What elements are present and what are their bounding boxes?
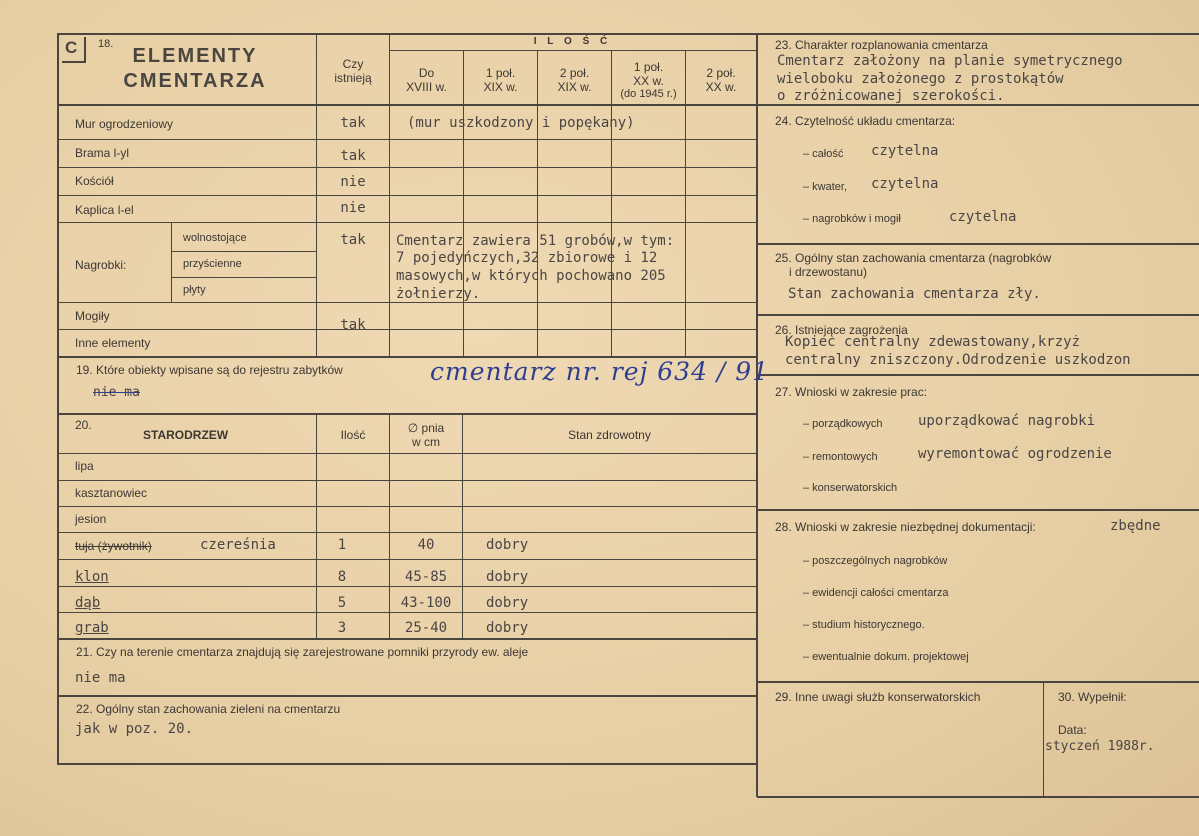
row-line: [57, 480, 757, 481]
tree-3-state: dobry: [486, 595, 529, 611]
s22-value: jak w poz. 20.: [75, 721, 194, 737]
nagrobki-wolnostojace: wolnostojące: [183, 232, 247, 244]
s27-bottom: [757, 509, 1199, 511]
s23-bottom: [757, 104, 1199, 106]
tree-1-name: czereśnia: [200, 537, 276, 553]
s27-item-2-value: wyremontować ogrodzenie: [918, 446, 1112, 462]
nagrobki-value: tak: [340, 232, 366, 248]
frame-bottom-right: [757, 796, 1199, 798]
s24-item-2-value: czytelna: [871, 176, 939, 192]
kosciol-value: nie: [340, 174, 366, 190]
s21-bottom: [57, 695, 757, 697]
czy-label: Czy: [342, 57, 364, 71]
s23-line-3: o zróżnicowanej szerokości.: [777, 88, 1005, 104]
s28-item-3: – studium historycznego.: [803, 619, 925, 631]
s24-label: 24. Czytelność układu cmentarza:: [775, 114, 956, 128]
tree-4-qty: 3: [337, 620, 347, 636]
col-2p19-l2: XIX w.: [557, 80, 592, 94]
s22-label: 22. Ogólny stan zachowania zieleni na cmentarzu: [76, 702, 341, 716]
tree-3-qty: 5: [337, 595, 347, 611]
row-mur: Mur ogrodzeniowy: [75, 117, 174, 131]
s30-date: styczeń 1988r.: [1045, 739, 1155, 754]
s27-item-1-value: uporządkować nagrobki: [918, 413, 1096, 429]
row-inne: Inne elementy: [75, 336, 151, 350]
frame-top: [57, 33, 1199, 35]
s28-label: 28. Wnioski w zakresie niezbędnej dokumentacji:: [775, 520, 1036, 534]
s20-ilosc-header: Ilość: [340, 428, 366, 442]
nagrobki-plyty: płyty: [183, 284, 206, 296]
s26-line-1: Kopiec centralny zdewastowany,krzyż: [785, 334, 1081, 350]
tree-3-name: dąb: [75, 595, 101, 611]
mur-value: tak: [340, 115, 366, 131]
row-line: [57, 612, 757, 613]
nagrobki-przyscienne: przyścienne: [183, 258, 242, 270]
col-1p20-l1: 1 poł.: [633, 60, 664, 74]
s26-bottom: [757, 374, 1199, 376]
s24-item-3-label: – nagrobków i mogił: [803, 213, 901, 225]
tree-1-state: dobry: [486, 537, 529, 553]
brama-value: tak: [340, 148, 366, 164]
tree-1-qty: 1: [337, 537, 347, 553]
s19-bottom: [57, 413, 757, 415]
s24-item-3-value: czytelna: [949, 209, 1017, 225]
s27-item-1-label: – porządkowych: [803, 418, 883, 430]
s20-title: STARODRZEW: [143, 428, 229, 442]
nagrobki-note-2: 7 pojedyńczych,32 zbiorowe i 12: [396, 250, 658, 266]
row-line: [171, 251, 317, 252]
tree-4-diam: 25-40: [404, 620, 448, 636]
s25-label-1: 25. Ogólny stan zachowania cmentarza (nagrobków: [775, 251, 1052, 265]
row-line: [57, 532, 757, 533]
s19-struck-value: nie ma: [93, 385, 140, 400]
col-2p19-l1: 2 poł.: [559, 66, 590, 80]
row-line: [57, 586, 757, 587]
tree-2-diam: 45-85: [404, 569, 448, 585]
s26-label: 26. Istniejące zagrożenia: [775, 323, 908, 337]
s27-item-2-label: – remontowych: [803, 451, 878, 463]
frame-bottom-left: [57, 763, 757, 765]
row-line: [57, 506, 757, 507]
s25-value: Stan zachowania cmentarza zły.: [788, 286, 1041, 302]
s23-line-1: Cmentarz założony na planie symetrycznego: [777, 53, 1123, 69]
col-1p20-l2: XX w.: [633, 74, 664, 88]
tree-kasztanowiec: kasztanowiec: [75, 486, 148, 500]
col-1p20-l3: (do 1945 r.): [620, 88, 677, 100]
tree-lipa: lipa: [75, 459, 94, 473]
mogily-value: tak: [340, 317, 366, 333]
row-line: [57, 302, 757, 303]
s28-value: zbędne: [1110, 518, 1161, 534]
s20-bottom: [57, 638, 757, 640]
s24-item-1-value: czytelna: [871, 143, 939, 159]
tree-2-name: klon: [75, 569, 109, 585]
s28-item-4: – ewentualnie dokum. projektowej: [803, 651, 969, 663]
frame-left: [57, 33, 59, 764]
mur-note: (mur uszkodzony i popękany): [407, 115, 635, 131]
istnieja-label: istnieją: [334, 71, 372, 85]
ilosc-underline: [389, 50, 756, 51]
col-do-l2: XVIII w.: [406, 80, 447, 94]
s20-col-stan: [462, 413, 463, 638]
s24-item-2-label: – kwater,: [803, 181, 848, 193]
col-2p20-l2: XX w.: [705, 80, 737, 94]
tree-4-state: dobry: [486, 620, 529, 636]
s26-line-2: centralny zniszczony.Odrodzenie uszkodzon: [785, 352, 1131, 368]
row-line: [57, 195, 757, 196]
row-line: [57, 559, 757, 560]
nagrobki-note-3: masowych,w których pochowano 205: [396, 268, 666, 284]
row-brama: Brama l-yl: [75, 146, 130, 160]
s25-bottom: [757, 314, 1199, 316]
c-letter: C: [65, 38, 78, 57]
s19-label: 19. Które obiekty wpisane są do rejestru zabytków: [76, 363, 343, 377]
s25-label-2: i drzewostanu): [789, 265, 868, 279]
row-kaplica: Kaplica l-el: [75, 203, 134, 217]
s21-value: nie ma: [75, 670, 126, 686]
s28-bottom: [757, 681, 1199, 683]
tree-2-state: dobry: [486, 569, 529, 585]
s29-s30-divider: [1043, 681, 1044, 797]
col-1p19-l1: 1 poł.: [485, 66, 516, 80]
col-2p20-l1: 2 poł.: [706, 66, 736, 80]
row-line: [57, 167, 757, 168]
s23-line-2: wieloboku założonego z prostokątów: [777, 71, 1064, 87]
s20-pnia-unit: w cm: [412, 435, 440, 449]
tree-2-qty: 8: [337, 569, 347, 585]
s20-stan-header: Stan zdrowotny: [568, 428, 651, 442]
s24-bottom: [757, 243, 1199, 245]
s28-item-1: – poszczególnych nagrobków: [803, 555, 948, 567]
nagrobki-note-1: Cmentarz zawiera 51 grobów,w tym:: [396, 233, 675, 249]
s18-number: 18.: [98, 38, 114, 50]
kaplica-value: nie: [340, 200, 366, 216]
tree-1-diam: 40: [417, 537, 435, 553]
row-line: [57, 139, 757, 140]
tree-jesion: jesion: [75, 512, 107, 526]
nagrobki-note-4: żołnierzy.: [396, 286, 481, 302]
s23-label: 23. Charakter rozplanowania cmentarza: [775, 38, 988, 52]
s18-title-line1: ELEMENTY: [132, 45, 258, 67]
s24-item-1-label: – całość: [803, 148, 844, 160]
s18-header-bottom: [57, 104, 757, 106]
col-1p19: [463, 50, 464, 356]
s27-label: 27. Wnioski w zakresie prac:: [775, 385, 928, 399]
tree-tuja-struck: tuja (żywotnik): [75, 539, 152, 553]
s19-handwritten: cmentarz nr. rej 634 / 91: [430, 357, 770, 386]
col-2p20: [685, 50, 686, 356]
row-mogily: Mogiły: [75, 309, 110, 323]
row-kosciol: Kościół: [75, 174, 114, 188]
s30-label: 30. Wypełnił:: [1058, 690, 1127, 704]
tree-4-name: grab: [75, 620, 109, 636]
s20-number: 20.: [75, 418, 92, 432]
row-line: [171, 277, 317, 278]
row-line: [57, 329, 757, 330]
col-2p19: [537, 50, 538, 356]
row-line: [57, 222, 757, 223]
s28-item-2: – ewidencji całości cmentarza: [803, 587, 949, 599]
ilosc-header: I L O Ś Ć: [533, 36, 612, 47]
s20-pnia-header: ∅ pnia: [407, 421, 445, 435]
col-1p19-l2: XIX w.: [483, 80, 518, 94]
nagrobki-divider: [171, 222, 172, 302]
row-nagrobki: Nagrobki:: [75, 258, 127, 272]
s30-data-label: Data:: [1058, 723, 1087, 737]
col-do-l1: Do: [418, 66, 435, 80]
row-line: [57, 453, 757, 454]
s27-item-3-label: – konserwatorskich: [803, 482, 898, 494]
s29-label: 29. Inne uwagi służb konserwatorskich: [775, 690, 981, 704]
s18-title-line2: CMENTARZA: [123, 70, 267, 92]
tree-3-diam: 43-100: [400, 595, 452, 611]
s21-label: 21. Czy na terenie cmentarza znajdują się zarejestrowane pomniki przyrody ew. aleje: [76, 645, 529, 659]
